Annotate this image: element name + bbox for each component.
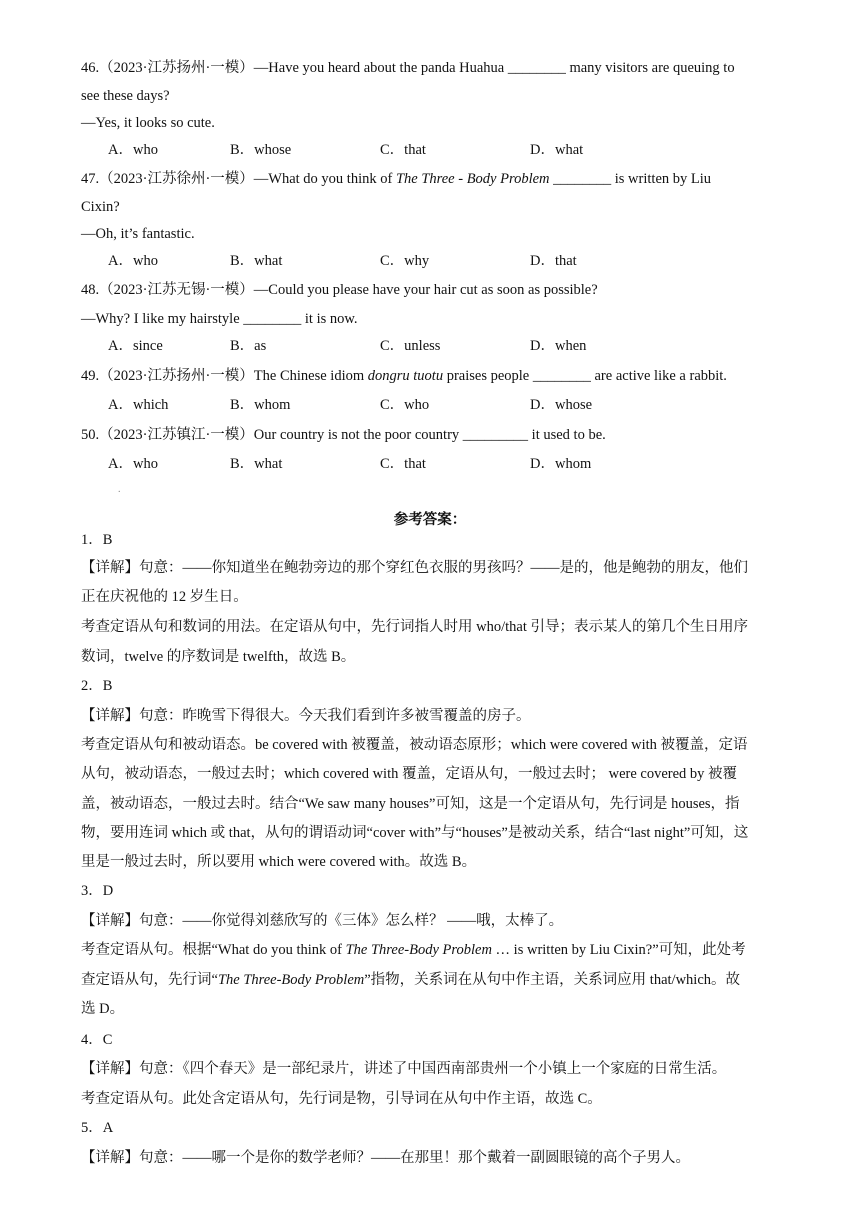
option-c: C．unless bbox=[380, 338, 441, 354]
stray-mark: . bbox=[118, 484, 121, 495]
book-title: The Three - Body Problem bbox=[395, 171, 550, 187]
question-47-options bbox=[108, 251, 788, 271]
option-d: D．whose bbox=[530, 397, 593, 413]
question-46-options bbox=[108, 140, 788, 160]
answer-explanation: 物，要用连词 which 或 that，从句的谓语动词“cover with”与“houses”是被动关系，结合“last night”可知，这 bbox=[81, 825, 749, 841]
option-d: D．whom bbox=[530, 456, 592, 472]
answer-number: 1．B bbox=[81, 532, 113, 548]
answer-number: 3．D bbox=[81, 883, 114, 899]
option-a: A．which bbox=[108, 397, 169, 413]
explanation-text: 考查定语从句。根据“What do you think of bbox=[81, 942, 346, 958]
answer-number: 2．B bbox=[81, 678, 113, 694]
option-a: A．since bbox=[108, 338, 163, 354]
option-b: B．what bbox=[230, 253, 283, 269]
explanation-text: 查定语从句，先行词“ bbox=[81, 972, 218, 988]
question-48-stem: 48.（2023·江苏无锡·一模）—Could you please have your hair cut as soon as possible? bbox=[81, 282, 598, 298]
answer-explanation: 【详解】句意：——你知道坐在鲍勃旁边的那个穿红色衣服的男孩吗？——是的，他是鲍勃的朋友，他们 bbox=[81, 560, 748, 576]
answer-explanation: 【详解】句意：——哪一个是你的数学老师？——在那里！那个戴着一副圆眼镜的高个子男人。 bbox=[81, 1150, 690, 1166]
option-c: C．why bbox=[380, 253, 430, 269]
question-48-options bbox=[108, 336, 788, 356]
question-49-options bbox=[108, 395, 788, 415]
question-46-stem: —Yes, it looks so cute. bbox=[81, 115, 215, 131]
option-a: A．who bbox=[108, 253, 158, 269]
stem-text: 49.（2023·江苏扬州·一模）The Chinese idiom bbox=[81, 368, 368, 384]
option-c: C．that bbox=[380, 456, 426, 472]
option-b: B．as bbox=[230, 338, 267, 354]
option-c: C．who bbox=[380, 397, 430, 413]
explanation-text: … is written by Liu Cixin?”可知，此处考 bbox=[491, 942, 746, 958]
book-title: The Three-Body Problem bbox=[345, 942, 492, 958]
answers-heading: 参考答案： bbox=[393, 512, 467, 528]
answer-explanation: 选 D。 bbox=[81, 1001, 125, 1017]
stem-text: praises people ________ are active like a rabbit. bbox=[443, 368, 727, 384]
book-title: The Three-Body Problem bbox=[217, 972, 365, 988]
answer-explanation: 考查定语从句和被动语态。be covered with 被覆盖，被动语态原形；which were covered with 被覆盖，定语 bbox=[81, 737, 748, 753]
question-46-stem: see these days? bbox=[81, 88, 170, 104]
question-48-stem: —Why? I like my hairstyle ________ it is now. bbox=[81, 311, 358, 327]
stem-text: ________ is written by Liu bbox=[549, 171, 712, 187]
option-d: D．when bbox=[530, 338, 587, 354]
answer-explanation: 【详解】句意：昨晚雪下得很大。今天我们看到许多被雪覆盖的房子。 bbox=[81, 708, 531, 724]
answer-number: 4．C bbox=[81, 1032, 113, 1048]
option-b: B．whom bbox=[230, 397, 291, 413]
option-d: D．that bbox=[530, 253, 577, 269]
option-a: A．who bbox=[108, 456, 158, 472]
option-a: A．who bbox=[108, 142, 158, 158]
question-50-options bbox=[108, 454, 788, 474]
question-47-stem: —Oh, it’s fantastic. bbox=[81, 226, 195, 242]
option-b: B．what bbox=[230, 456, 283, 472]
question-49-stem bbox=[81, 366, 781, 386]
answer-explanation: 数词，twelve 的序数词是 twelfth，故选 B。 bbox=[81, 649, 356, 665]
answer-explanation: 考查定语从句。此处含定语从句，先行词是物，引导词在从句中作主语，故选 C。 bbox=[81, 1091, 602, 1107]
option-c: C．that bbox=[380, 142, 426, 158]
question-50-stem: 50.（2023·江苏镇江·一模）Our country is not the poor country _________ it used to be. bbox=[81, 427, 606, 443]
answer-explanation: 【详解】句意：《四个春天》是一部纪录片，讲述了中国西南部贵州一个小镇上一个家庭的日常生活。 bbox=[81, 1061, 727, 1077]
question-46-stem: 46.（2023·江苏扬州·一模）—Have you heard about the panda Huahua ________ many visitors are queuing to bbox=[81, 60, 735, 76]
answer-explanation: 里是一般过去时，所以要用 which were covered with。故选 B。 bbox=[81, 854, 477, 870]
answer-explanation: 正在庆祝他的 12 岁生日。 bbox=[81, 589, 248, 605]
answer-number: 5．A bbox=[81, 1120, 114, 1136]
answer-explanation bbox=[81, 940, 781, 960]
idiom: dongru tuotu bbox=[367, 368, 444, 384]
question-47-stem bbox=[81, 169, 781, 189]
explanation-text: ”指物，关系词在从句中作主语，关系词应用 that/which。故 bbox=[364, 972, 741, 988]
stem-text: 47.（2023·江苏徐州·一模）—What do you think of bbox=[81, 171, 396, 187]
option-b: B．whose bbox=[230, 142, 292, 158]
answer-explanation: 【详解】句意：——你觉得刘慈欣写的《三体》怎么样？ ——哦，太棒了。 bbox=[81, 913, 564, 929]
answer-explanation bbox=[81, 970, 781, 990]
question-47-stem: Cixin? bbox=[81, 199, 120, 215]
answer-explanation: 考查定语从句和数词的用法。在定语从句中，先行词指人时用 who/that 引导；表示某人的第几个生日用序 bbox=[81, 619, 748, 635]
answer-explanation: 盖，被动语态，一般过去时。结合“We saw many houses”可知，这是一个定语从句，先行词是 houses，指 bbox=[81, 796, 740, 812]
answer-explanation: 从句，被动语态，一般过去时；which covered with 覆盖，定语从句，一般过去时； were covered by 被覆 bbox=[81, 766, 738, 782]
option-d: D．what bbox=[530, 142, 584, 158]
